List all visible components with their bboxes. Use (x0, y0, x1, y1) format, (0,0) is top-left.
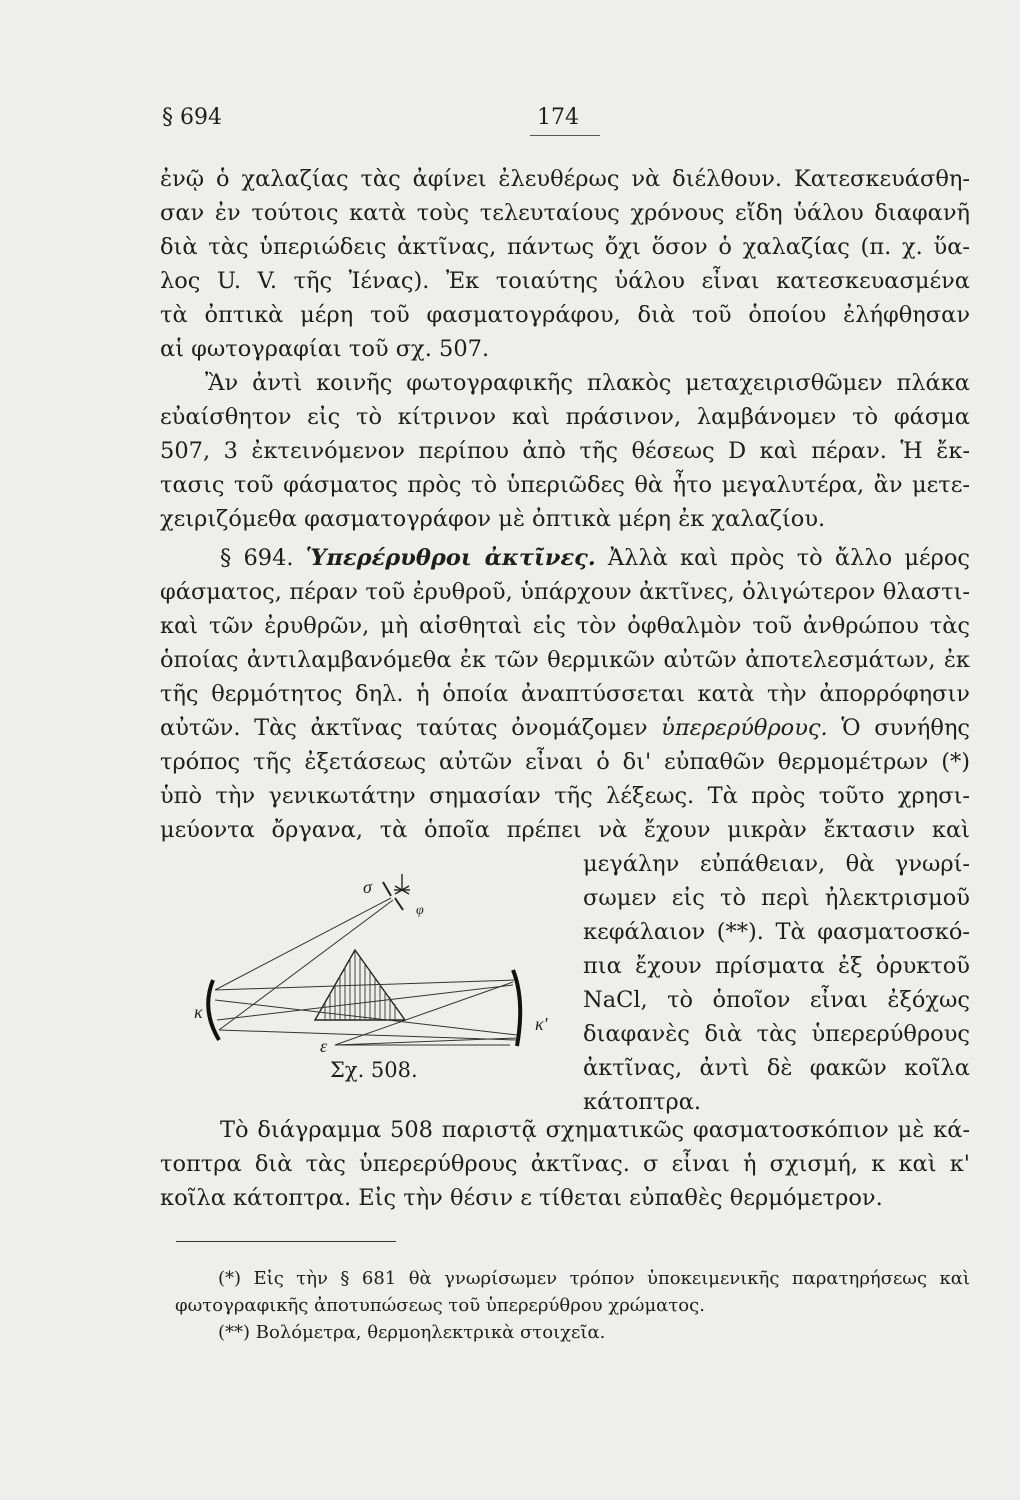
text-line: ἀκτῖνας, ἀντὶ δὲ φακῶν κοῖλα (583, 1055, 970, 1081)
header-rule (530, 135, 600, 136)
label-slit: σ (363, 877, 372, 897)
text-line: καὶ τῶν ἐρυθρῶν, μὴ αἰσθηταὶ εἰς τὸν ὀφθαλμὸν τοῦ ἀνθρώπου τὰς (160, 613, 970, 639)
text-line: διὰ τὰς ὑπεριώδεις ἀκτῖνας, πάντως ὄχι ὅσον ὁ χαλαζίας (π. χ. ὕα- (160, 234, 970, 260)
text-line: Ἂν ἀντὶ κοινῆς φωτογραφικῆς πλακὸς μεταχειρισθῶμεν πλάκα (205, 370, 970, 396)
text-line: ὁποίας ἀντιλαμβανόμεθα ἐκ τῶν θερμικῶν αὐτῶν ἀποτελεσμάτων, ἐκ (160, 647, 970, 673)
footnote-1-line-2: φωτογραφικῆς ἀποτυπώσεως τοῦ ὑπερερύθρου χρώματος. (175, 1295, 705, 1316)
text-line: αἱ φωτογραφίαι τοῦ σχ. 507. (160, 336, 490, 362)
text-line: τῆς θερμότητος δηλ. ἡ ὁποία ἀναπτύσσεται κατὰ τὴν ἀπορρόφησιν (160, 681, 970, 707)
label-mirror-left: κ (194, 1002, 203, 1022)
text-line: μεγάλην εὐπάθειαν, θὰ γνωρί- (583, 851, 970, 877)
text-line: τρόπος τῆς ἐξετάσεως αὐτῶν εἶναι ὁ δι' εὐπαθῶν θερμομέτρων (*) (160, 749, 970, 775)
text-line-named: αὐτῶν. Τὰς ἀκτῖνας ταύτας ὀνομάζομεν ὑπερερύθρους. Ὁ συνήθης (160, 715, 971, 741)
text-line: πια ἔχουν πρίσματα ἐξ ὀρυκτοῦ (583, 953, 970, 979)
text-line: σωμεν εἰς τὸ περὶ ἠλεκτρισμοῦ (583, 885, 970, 911)
light-rays (215, 898, 517, 1045)
text-line: τασις τοῦ φάσματος πρὸς τὸ ὑπεριῶδες θὰ ἦτο μεγαλυτέρα, ἂν μετε- (160, 472, 970, 498)
text-line: εὐαίσθητον εἰς τὸ κίτρινον καὶ πράσινον, λαμβάνομεν τὸ φάσμα (160, 404, 970, 430)
text-line: 507, 3 ἐκτεινόμενον περίπου ἀπὸ τῆς θέσεως D καὶ πέραν. Ἡ ἔκ- (160, 438, 970, 464)
text-line: ἐνῷ ὁ χαλαζίας τὰς ἀφίνει ἐλευθέρως νὰ διέλθουν. Κατεσκευάσθη- (160, 166, 970, 192)
spectroscope-diagram (195, 870, 555, 1085)
section-first-line-rest: Ἀλλὰ καὶ πρὸς τὸ ἄλλο μέρος (607, 545, 971, 571)
label-mirror-right: κ' (535, 1014, 548, 1034)
text-line: τοπτρα διὰ τὰς ὑπερερύθρους ἀκτῖνας. σ εἶναι ἡ σχισμή, κ καὶ κ' (160, 1151, 970, 1177)
text-line: ὑπὸ τὴν γενικωτάτην σημασίαν τῆς λέξεως. Τὰ πρὸς τοῦτο χρησι- (160, 783, 970, 809)
text-line: φάσματος, πέραν τοῦ ἐρυθροῦ, ὑπάρχουν ἀκτῖνες, ὀλιγώτερον θλαστι- (160, 579, 970, 605)
text-line: NaCl, τὸ ὁποῖον εἶναι ἐξόχως (583, 987, 970, 1013)
footnote-1-line-1: (*) Εἰς τὴν § 681 θὰ γνωρίσωμεν τρόπον ὑποκειμενικῆς παρατηρήσεως καὶ (218, 1268, 970, 1289)
footnote-2: (**) Βολόμετρα, θερμοηλεκτρικὰ στοιχεῖα. (218, 1322, 606, 1343)
term-ypererythrous: ὑπερερύθρους. (661, 715, 828, 741)
header-section-ref: § 694 (162, 105, 222, 130)
section-title: Ὑπερέρυθροι ἀκτῖνες. (305, 545, 596, 571)
label-source: φ (416, 903, 424, 918)
text-line: κοῖλα κάτοπτρα. Εἰς τὴν θέσιν ε τίθεται εὐπαθὲς θερμόμετρον. (160, 1185, 883, 1211)
light-source-icon (394, 874, 410, 894)
text-line: διαφανὲς διὰ τὰς ὑπερερύθρους (583, 1021, 970, 1047)
text-line: κεφάλαιον (**). Τὰ φασματοσκό- (583, 919, 970, 945)
text-line: Τὸ διάγραμμα 508 παριστᾷ σχηματικῶς φασματοσκόπιον μὲ κά- (220, 1117, 970, 1143)
text-line: τὰ ὀπτικὰ μέρη τοῦ φασματογράφου, διὰ τοῦ ὁποίου ἐλήφθησαν (160, 302, 970, 328)
section-number: § 694. (220, 545, 294, 571)
text-line: σαν ἐν τούτοις κατὰ τοὺς τελευταίους χρόνους εἴδη ὑάλου διαφανῆ (160, 200, 970, 226)
label-thermometer: ε (320, 1036, 328, 1056)
text-line: κάτοπτρα. (583, 1089, 702, 1115)
page-number: 174 (537, 105, 579, 130)
footnote-rule (176, 1241, 396, 1242)
text-line: λος U. V. τῆς Ἰένας). Ἐκ τοιαύτης ὑάλου εἶναι κατεσκευασμένα (160, 268, 970, 294)
figure-caption: Σχ. 508. (330, 1058, 418, 1082)
text-line: χειριζόμεθα φασματογράφον μὲ ὀπτικὰ μέρη ἐκ χαλαζίου. (160, 506, 826, 532)
section-heading-line (220, 542, 970, 574)
text-line: μεύοντα ὄργανα, τὰ ὁποῖα πρέπει νὰ ἔχουν μικρὰν ἔκτασιν καὶ (160, 817, 970, 843)
